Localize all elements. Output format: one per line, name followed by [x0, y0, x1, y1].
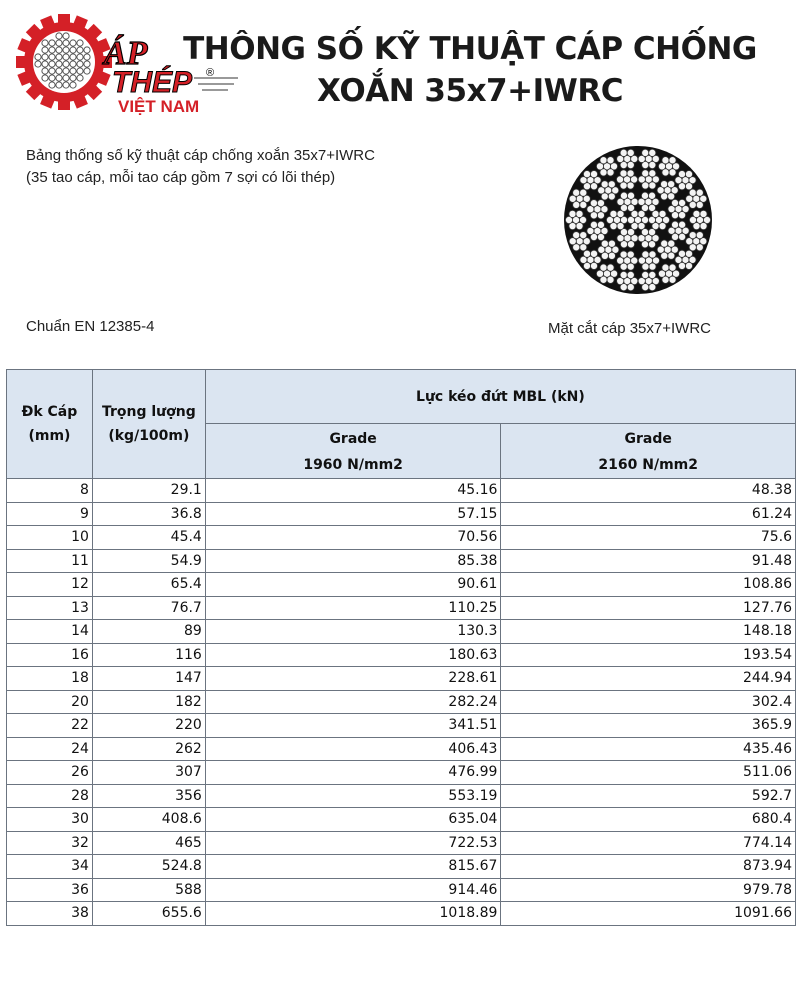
page-title-line1: THÔNG SỐ KỸ THUẬT CÁP CHỐNG [183, 31, 757, 67]
cell-mbl-1960: 57.15 [205, 502, 501, 526]
cell-mbl-2160: 1091.66 [501, 902, 796, 926]
spec-table [6, 369, 796, 926]
table-row [7, 855, 796, 879]
cell-diameter: 20 [7, 690, 93, 714]
logo-text-mid: THÉP [112, 66, 193, 99]
table-row [7, 620, 796, 644]
cell-weight: 524.8 [92, 855, 205, 879]
logo-text-top: ÁP [104, 35, 148, 72]
cell-mbl-1960: 228.61 [205, 667, 501, 691]
cell-mbl-2160: 680.4 [501, 808, 796, 832]
cell-weight: 89 [92, 620, 205, 644]
cell-mbl-2160: 193.54 [501, 643, 796, 667]
cell-weight: 408.6 [92, 808, 205, 832]
header-mbl: Lực kéo đứt MBL (kN) [205, 370, 795, 424]
cell-mbl-2160: 244.94 [501, 667, 796, 691]
cell-mbl-2160: 592.7 [501, 784, 796, 808]
cell-weight: 220 [92, 714, 205, 738]
header-diameter-line2: (mm) [28, 428, 71, 444]
cell-mbl-1960: 130.3 [205, 620, 501, 644]
header-weight-line2: (kg/100m) [108, 428, 190, 444]
cell-mbl-1960: 1018.89 [205, 902, 501, 926]
cell-mbl-1960: 553.19 [205, 784, 501, 808]
cell-weight: 45.4 [92, 526, 205, 550]
table-row [7, 878, 796, 902]
standard-label: Chuẩn EN 12385-4 [26, 318, 155, 335]
cell-mbl-1960: 722.53 [205, 831, 501, 855]
cell-mbl-1960: 90.61 [205, 573, 501, 597]
table-row [7, 761, 796, 785]
cell-mbl-2160: 365.9 [501, 714, 796, 738]
cell-diameter: 10 [7, 526, 93, 550]
cell-diameter: 14 [7, 620, 93, 644]
cell-diameter: 36 [7, 878, 93, 902]
table-row [7, 714, 796, 738]
cell-diameter: 9 [7, 502, 93, 526]
header-grade-1960-line2: 1960 N/mm2 [303, 457, 403, 473]
table-row [7, 784, 796, 808]
spec-table-body [7, 479, 796, 926]
logo-text-bottom: VIỆT NAM [118, 97, 200, 116]
cell-mbl-1960: 914.46 [205, 878, 501, 902]
cell-diameter: 38 [7, 902, 93, 926]
cell-mbl-1960: 70.56 [205, 526, 501, 550]
description-line2: (35 tao cáp, mỗi tao cáp gồm 7 sợi có lõi thép) [26, 169, 336, 186]
table-row [7, 643, 796, 667]
cell-weight: 76.7 [92, 596, 205, 620]
cell-weight: 307 [92, 761, 205, 785]
cell-weight: 182 [92, 690, 205, 714]
cell-weight: 262 [92, 737, 205, 761]
logo-registered-mark: ® [206, 67, 215, 79]
cell-weight: 29.1 [92, 479, 205, 503]
cell-weight: 54.9 [92, 549, 205, 573]
cell-diameter: 11 [7, 549, 93, 573]
table-row [7, 831, 796, 855]
table-row [7, 667, 796, 691]
table-row [7, 573, 796, 597]
cell-diameter: 26 [7, 761, 93, 785]
header-weight-line1: Trọng lượng [101, 404, 196, 420]
cell-mbl-1960: 815.67 [205, 855, 501, 879]
cell-mbl-2160: 75.6 [501, 526, 796, 550]
cell-weight: 465 [92, 831, 205, 855]
cell-mbl-1960: 45.16 [205, 479, 501, 503]
table-row [7, 737, 796, 761]
header-diameter-line1: Đk Cáp [21, 404, 78, 420]
table-row [7, 596, 796, 620]
cell-mbl-2160: 61.24 [501, 502, 796, 526]
cell-mbl-1960: 341.51 [205, 714, 501, 738]
cell-diameter: 13 [7, 596, 93, 620]
cell-mbl-1960: 476.99 [205, 761, 501, 785]
cell-mbl-2160: 435.46 [501, 737, 796, 761]
cell-mbl-2160: 774.14 [501, 831, 796, 855]
cell-diameter: 8 [7, 479, 93, 503]
cell-diameter: 30 [7, 808, 93, 832]
table-row [7, 526, 796, 550]
cell-weight: 147 [92, 667, 205, 691]
cell-weight: 116 [92, 643, 205, 667]
cell-mbl-2160: 48.38 [501, 479, 796, 503]
wire-rope-cross-section-icon [548, 134, 728, 306]
cell-mbl-1960: 406.43 [205, 737, 501, 761]
header-grade-1960-line1: Grade [329, 431, 377, 447]
table-row [7, 690, 796, 714]
page-title-line2: XOẮN 35x7+IWRC [317, 73, 623, 109]
table-row [7, 549, 796, 573]
cell-mbl-2160: 108.86 [501, 573, 796, 597]
cell-mbl-2160: 511.06 [501, 761, 796, 785]
header-grade-2160-line2: 2160 N/mm2 [598, 457, 698, 473]
cell-weight: 588 [92, 878, 205, 902]
cell-mbl-2160: 127.76 [501, 596, 796, 620]
cell-mbl-2160: 148.18 [501, 620, 796, 644]
table-row [7, 502, 796, 526]
header-diameter [7, 370, 93, 479]
cell-mbl-2160: 302.4 [501, 690, 796, 714]
table-row [7, 808, 796, 832]
cell-diameter: 18 [7, 667, 93, 691]
header-grade-1960 [205, 424, 501, 479]
header-weight [92, 370, 205, 479]
page-header [0, 0, 800, 125]
description [26, 145, 375, 189]
cell-mbl-1960: 282.24 [205, 690, 501, 714]
cell-weight: 65.4 [92, 573, 205, 597]
cell-mbl-2160: 91.48 [501, 549, 796, 573]
cell-mbl-1960: 635.04 [205, 808, 501, 832]
cell-mbl-2160: 873.94 [501, 855, 796, 879]
cell-diameter: 28 [7, 784, 93, 808]
cell-diameter: 16 [7, 643, 93, 667]
cell-diameter: 22 [7, 714, 93, 738]
cell-diameter: 24 [7, 737, 93, 761]
cell-diameter: 32 [7, 831, 93, 855]
description-line1: Bảng thống số kỹ thuật cáp chống xoắn 35x7+IWRC [26, 147, 375, 164]
cell-diameter: 34 [7, 855, 93, 879]
cell-diameter: 12 [7, 573, 93, 597]
cell-weight: 655.6 [92, 902, 205, 926]
cell-mbl-1960: 110.25 [205, 596, 501, 620]
table-row [7, 902, 796, 926]
cell-mbl-1960: 180.63 [205, 643, 501, 667]
cross-section-caption: Mặt cắt cáp 35x7+IWRC [548, 320, 711, 337]
cell-mbl-2160: 979.78 [501, 878, 796, 902]
cell-weight: 36.8 [92, 502, 205, 526]
cell-mbl-1960: 85.38 [205, 549, 501, 573]
cell-weight: 356 [92, 784, 205, 808]
page-title [150, 28, 790, 112]
header-grade-2160-line1: Grade [624, 431, 672, 447]
header-grade-2160 [501, 424, 796, 479]
table-row [7, 479, 796, 503]
